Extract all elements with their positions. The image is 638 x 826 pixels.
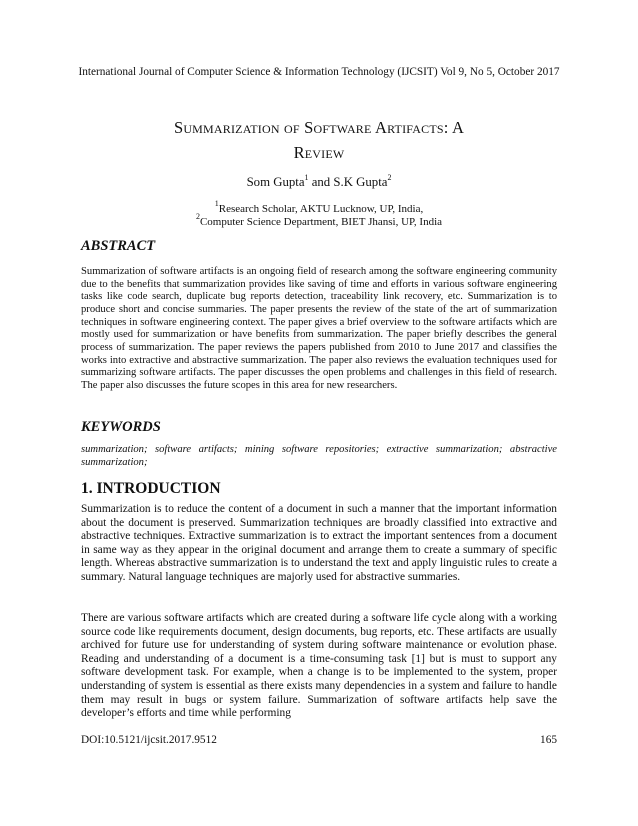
introduction-heading: 1. INTRODUCTION	[81, 480, 221, 497]
abstract-text: Summarization of software artifacts is an ongoing field of research among the software engineering community due to the benefits that summarization provides like saving of time and efforts in various software engineering tasks like code search, duplicate bug reports detection, traceability link recovery, etc. Summarization is to produce short and concise summaries. The paper presents the review of the state of the art of summarization techniques in software engineering context. The paper gives a brief overview to the software artifacts which are mostly used for summarization or have benefits from summarization. The paper briefly describes the general process of summarization. The paper reviews the papers published from 2010 to June 2017 and classifies the works into extractive and abstractive summarization. The paper also reviews the evaluation techniques used for summarizing software artifacts. The paper discusses the open problems and challenges in this field of research. The paper also discusses the future scopes in this area for new researchers.	[81, 266, 557, 391]
affiliation-2-sup: 2	[195, 212, 200, 222]
running-header: International Journal of Computer Science & Information Technology (IJCSIT) Vol 9, No 5, October 2017	[78, 66, 560, 78]
author-2-sup: 2	[387, 172, 392, 182]
title-line-2: Review	[293, 143, 345, 162]
author-2: S.K Gupta	[333, 175, 388, 189]
affiliation-1-sup: 1	[214, 199, 219, 209]
keywords-heading: KEYWORDS	[81, 419, 161, 435]
author-1-sup: 1	[304, 172, 309, 182]
keywords-text: summarization; software artifacts; mining software repositories; extractive summarization; abstractive summarization;	[81, 444, 557, 468]
page-number: 165	[540, 734, 557, 746]
author-1: Som Gupta	[246, 175, 305, 189]
introduction-paragraph-2: There are various software artifacts which are created during a software life cycle along with a working source code like requirements document, design documents, bug reports, etc. These artifacts are usually archived for future use for understanding of system during software maintenance or evolution phase. Reading and understanding of a document is a time-consuming task [1] but is must to support any software development task. For example, when a change is to be implemented to the system, proper understanding of system is essential as there exists many dependencies in a system and failure to handle them may result in bugs or system failure. Summarization of software artifacts help save the developer’s efforts and time while performing	[81, 612, 557, 720]
title-line-1: Summarization of Software Artifacts: A	[173, 118, 465, 137]
abstract-heading: ABSTRACT	[81, 238, 156, 254]
affiliation-2-text: Computer Science Department, BIET Jhansi, UP, India	[199, 216, 443, 228]
authors	[0, 172, 638, 190]
affiliation-1	[0, 199, 638, 215]
affiliation-1-text: Research Scholar, AKTU Lucknow, UP, India,	[218, 203, 424, 215]
paper-title	[60, 115, 578, 165]
affiliation-2	[0, 212, 638, 228]
doi: DOI:10.5121/ijcsit.2017.9512	[81, 734, 217, 746]
author-separator: and	[308, 175, 334, 189]
introduction-paragraph-1: Summarization is to reduce the content of a document in such a manner that the important information about the document is preserved. Summarization techniques are broadly classified into extractive and abstractive techniques. Extractive summarization is to extract the important sentences from a document in same way as they appear in the original document and arrange them to create a summary of specific length. Whereas abstractive summarization is to understand the text and apply linguistic rules to create a summary. Natural language techniques are majorly used for abstractive summaries.	[81, 503, 557, 583]
